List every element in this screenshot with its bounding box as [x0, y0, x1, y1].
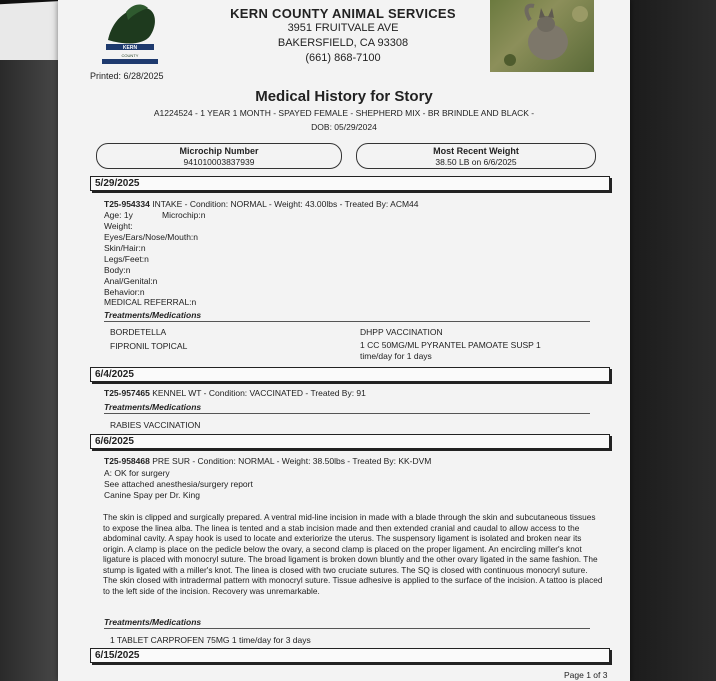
- background-surface: [628, 0, 716, 681]
- exam-line: Legs/Feet:n: [104, 254, 149, 264]
- treatment-item: time/day for 1 days: [360, 351, 432, 361]
- exam-line: Eyes/Ears/Nose/Mouth:n: [104, 232, 199, 242]
- visit-note: Canine Spay per Dr. King: [104, 490, 200, 500]
- treatment-id: T25-957465: [104, 388, 150, 398]
- svg-text:KERN: KERN: [122, 45, 138, 51]
- visit-date-bar: 6/4/2025: [90, 367, 610, 382]
- visit-details: INTAKE - Condition: NORMAL - Weight: 43.00lbs - Treated By: ACM44: [149, 199, 419, 209]
- org-phone: (661) 868-7100: [305, 52, 381, 64]
- treatment-item: 1 CC 50MG/ML PYRANTEL PAMOATE SUSP 1: [360, 340, 541, 350]
- treatment-item: 1 TABLET CARPROFEN 75MG 1 time/day for 3 days: [110, 635, 311, 645]
- visit-headline: [104, 199, 419, 209]
- exam-line: Skin/Hair:n: [104, 243, 146, 253]
- microchip-value: 941010003837939: [183, 157, 255, 167]
- treatments-heading: Treatments/Medications: [104, 310, 202, 320]
- surgery-report-paragraph: The skin is clipped and surgically prepared. A ventral mid-line incision in made with a blade through the skin and subcutaneous tissues to expose the linea alba. The linea is tented and a stab incision made and then extended cranial and caudal to allow access to the abdominal cavity. A spay hook is used to locate and exteriorize the uterus. The suspensory ligament is isolated and broken near its origin. A clamp is place on the pedicle below the ovary, a second clamp is placed on the proper ligament. An encircling miller's knot ligature is placed with monocryl suture. The broad ligament is broken down bluntly and the other ovary ligated in the same fashion. The stump is ligated with a miller's knot. The linea is closed with two cruciate sutures. The SQ is closed with continuous monocryl suture. The skin closed with intradermal pattern with monocryl suture. Tissue adhesive is applied to the surface of the incision. A tattoo is placed to the left side of the incision. Recovery was unremarkable.: [103, 512, 603, 596]
- divider: [104, 413, 590, 414]
- animal-photo: [490, 0, 594, 72]
- microchip-label: Microchip Number: [179, 146, 259, 156]
- weight-label: Most Recent Weight: [433, 146, 519, 156]
- visit-date-bar: 5/29/2025: [90, 176, 610, 191]
- animal-dob: DOB: 05/29/2024: [311, 122, 377, 132]
- treatment-item: RABIES VACCINATION: [110, 420, 201, 430]
- divider: [104, 321, 590, 322]
- visit-headline: [104, 456, 431, 466]
- treatments-heading: Treatments/Medications: [104, 617, 202, 627]
- page-title: Medical History for Story: [255, 88, 433, 105]
- printed-date: Printed: 6/28/2025: [90, 71, 164, 81]
- exam-line: MEDICAL REFERRAL:n: [104, 297, 197, 307]
- visit-details: PRE SUR - Condition: NORMAL - Weight: 38.50lbs - Treated By: KK-DVM: [149, 456, 432, 466]
- medical-history-page: [58, 0, 630, 681]
- microchip-box: [96, 143, 342, 169]
- visit-note: See attached anesthesia/surgery report: [104, 479, 253, 489]
- visit-note: A: OK for surgery: [104, 468, 170, 478]
- visit-headline: [104, 388, 366, 398]
- exam-age: Age: 1y: [104, 210, 133, 220]
- exam-line: Behavior:n: [104, 287, 145, 297]
- exam-microchip: Microchip:n: [162, 210, 206, 220]
- visit-details: KENNEL WT - Condition: VACCINATED - Treated By: 91: [149, 388, 366, 398]
- exam-line: Weight:: [104, 221, 133, 231]
- visit-date-bar: 6/6/2025: [90, 434, 610, 449]
- weight-box: [356, 143, 596, 169]
- treatment-item: BORDETELLA: [110, 327, 167, 337]
- treatment-id: T25-954334: [104, 199, 150, 209]
- weight-value: 38.50 LB on 6/6/2025: [435, 157, 517, 167]
- exam-line: Anal/Genital:n: [104, 276, 158, 286]
- treatment-id: T25-958468: [104, 456, 150, 466]
- org-address-line2: BAKERSFIELD, CA 93308: [277, 37, 409, 49]
- background-surface: [0, 60, 64, 681]
- kern-county-logo: [98, 0, 160, 64]
- divider: [104, 628, 590, 629]
- org-address-line1: 3951 FRUITVALE AVE: [287, 22, 399, 34]
- exam-line: Body:n: [104, 265, 131, 275]
- animal-summary: A1224524 - 1 YEAR 1 MONTH - SPAYED FEMALE - SHEPHERD MIX - BR BRINDLE AND BLACK -: [153, 108, 535, 118]
- treatments-heading: Treatments/Medications: [104, 402, 202, 412]
- treatment-item: DHPP VACCINATION: [360, 327, 443, 337]
- svg-text:COUNTY: COUNTY: [121, 53, 139, 58]
- page-number: Page 1 of 3: [564, 670, 608, 680]
- visit-date-bar: 6/15/2025: [90, 648, 610, 663]
- org-name: KERN COUNTY ANIMAL SERVICES: [230, 6, 456, 21]
- treatment-item: FIPRONIL TOPICAL: [110, 341, 188, 351]
